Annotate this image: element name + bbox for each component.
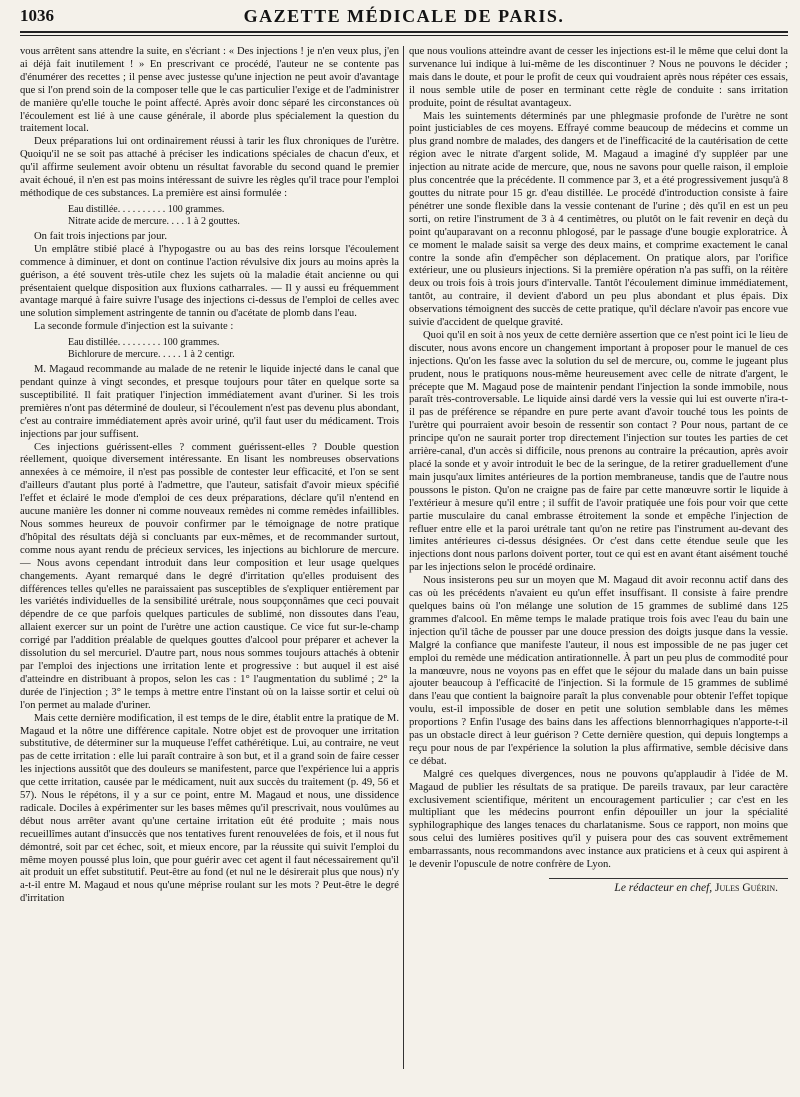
header-rule <box>20 31 788 33</box>
formula-block <box>68 337 399 361</box>
signature-name: Jules Guérin. <box>715 882 778 894</box>
paragraph: Mais cette dernière modification, il est temps de le dire, établit entre la pratique de M. Magaud et la nôtre une différence capitale. Notre objet est de provoquer une irritation substitutive, de déterminer sur la muqueuse l'effet cathérétique. Lui, au contraire, ne veut pas de cette irritation : elle lui paraît contraire à son but, et il a grand soin de faire cesser les injections aussitôt que des douleurs se manifestent, parce que l'expérience lui a appris que cette irritation, causée par le médicament, nuit aux succès du traitement (p. 49, 56 et 57). Nous le répétons, il y a sur ce point, entre M. Magaud et nous, une dissidence radicale. Dociles à expérimenter sur les bases mêmes qu'il prescrivait, nous voulûmes au début nous arrêter avant qu'une certaine irritation eût été produite ; mais nous recueillîmes autant d'insuccès que nos tentatives furent renouvelées de fois, et il nous fut démontré, soit par cet échec, soit, et mieux encore, par la réussite qui suivit l'emploi du même moyen poussé plus loin, que pour guérir avec cet agent il faut nécessairement qu'il ait produit un effet substitutif. Peut-être au fond (et nul ne le désirerait plus que nous) n'y a-t-il entre M. Magaud et nous qu'une méprise roulant sur les mots ? Peut-être le degré d'irritation <box>20 712 399 905</box>
signature-rule <box>549 878 788 879</box>
paragraph: Ces injections guérissent-elles ? comment guérissent-elles ? Double question réellement, quoique diversement intéressante. En lisant les nombreuses observations annexées à ce mémoire, il n'est pas possible de contester leur efficacité, et l'on se sent d'ailleurs d'autant plus porté à l'admettre, que l'auteur, satisfait d'avoir mieux spécifié l'effet et éclairé le mode d'emploi de ces deux préparations, déclare qu'il n'entend en aucune manière les donner ni comme nouveaux remèdes ni comme remèdes infaillibles. Nous sommes heureux de pouvoir confirmer par le témoignage de notre pratique d'hôpital des résultats déjà si concluants par eux-mêmes, et de recommander surtout, comme nous ayant rendu de précieux services, les injections au bichlorure de mercure. — Nous avons cependant introduit dans leur composition et leur usage quelques changements. Ayant remarqué dans le degré d'irritation qu'elles produisent des différences telles qu'elles ne paraissaient pas susceptibles de s'expliquer entièrement par les variétés individuelles de la sensibilité urétrale, nous soupçonnâmes que ceci pouvait dépendre de ce que parfois quelques particules de sublimé, non dissoutes dans l'eau, allaient exercer sur un point de l'urètre une action caustique. Ce vice fut sur-le-champ corrigé par l'addition préalable de quelques gouttes d'alcool pour préparer et achever la dissolution du sel mercuriel. D'autre part, nous nous sommes toujours attachés à obtenir par l'emploi des injections une irritation lente et progressive : but auquel il est aisé d'atteindre en distribuant à propos, selon les cas : 1° l'augmentation du sublimé ; 2° la durée de l'injection ; 3° le temps à mettre entre l'instant où on la laisse sortir et celui où l'on permet au malade d'uriner. <box>20 441 399 711</box>
paragraph: Deux préparations lui ont ordinairement réussi à tarir les flux chroniques de l'urètre. Quoiqu'il ne se soit pas attaché à préciser les indications spéciales de chacun d'eux, et qu'il affirme seulement avoir obtenu un résultat favorable du second quand le premier avait échoué, il n'en est pas moins intéressant de suivre les règles qu'il trace pour l'emploi méthodique de ces substances. La première est ainsi formulée : <box>20 136 399 199</box>
left-column <box>20 46 399 906</box>
paragraph: Nous insisterons peu sur un moyen que M. Magaud dit avoir reconnu actif dans des cas où les précédents n'avaient eu qu'un effet insuffisant. Il consiste à faire prendre quelques bains où l'on mélange une solution de 15 grammes de sublimé dans 125 grammes d'alcool. En même temps le malade pratique trois fois avec l'eau du bain une injection qu'il tâche de pousser par une douce pression des doigts jusque dans la vessie. Malgré la confiance que manifeste l'auteur, il nous est impossible de ne pas juger cet emploi du remède une médication antirationnelle. À part un peu plus de commodité pour la manœuvre, nous ne voyons pas en effet que le séjour du malade dans un bain puisse ajouter beaucoup à l'efficacité de l'injection. Si la formule de 15 grammes de sublimé dans l'eau que contient la baignoire paraît la plus convenable pour obtenir l'effet topique voulu, est-il impossible de doser en petit une solution semblable dans les mêmes proportions ? Enfin l'usage des bains dans les affections blennorrhagiques n'apporte-t-il pas un obstacle direct à leur guérison ? Cette dernière question, qui depuis longtemps a reçu pour nous de par l'expérience la solution la plus affirmative, semble décisive dans ce débat. <box>409 575 788 767</box>
article-columns <box>20 46 788 1089</box>
journal-title: GAZETTE MÉDICALE DE PARIS. <box>243 6 565 26</box>
paragraph: On fait trois injections par jour. <box>34 230 167 242</box>
header-rule-thin <box>20 35 788 36</box>
formula-line: Nitrate acide de mercure. . . . 1 à 2 gouttes. <box>68 215 240 227</box>
right-column <box>409 46 788 895</box>
formula-line: Eau distillée. . . . . . . . . . 100 grammes. <box>68 203 225 215</box>
paragraph: Quoi qu'il en soit à nos yeux de cette dernière assertion que ce n'est point ici le lieu de discuter, nous avons encore un changement important à proposer pour le manuel de ces injections. Qu'on les fasse avec la solution du sel de mercure, ou, comme le jugeant plus prudent, nous le pratiquons nous-même heureusement avec celle de nitrate d'argent, le précepte que M. Magaud pose de maintenir pendant l'injection la sonde immobile, nous paraît très-controversable. Le liquide ainsi dardé vers la vessie qui lui est ouverte n'ira-t-il pas de préférence se répandre en pure perte avant d'avoir touché tous les points de l'urètre qui pourraient avoir besoin de ressentir son contact ? Pour nous, partant de ce principe qu'on ne saurait porter trop directement l'injection sur toutes les parties de cet arrière-canal, d'un accès si difficile, nous prenons au contraire la précaution, après avoir placé la sonde et y avoir introduit le bec de la seringue, de la retirer graduellement d'une main jusqu'aux limites antérieures de la portion membraneuse, tandis que de l'autre nous poussons le piston. Qu'on ne craigne pas de faire par cette manœuvre sortir le liquide à l'extérieur à mesure qu'il entre ; il suffit de l'avoir pratiquée une fois pour voir que cette partie musculaire du canal embrasse étroitement la sonde et empêche l'injection de refluer entre elle et la paroi urétrale tant qu'on ne retire pas l'instrument au-devant des limites antérieures ci-dessus désignées. Or c'est dans cette étendue seule que les injections dont nous parlons doivent porter, tout ce qui est en avant étant aisément touché par les injections selon le procédé ordinaire. <box>409 329 788 574</box>
signature <box>409 882 788 895</box>
paragraph: Un emplâtre stibié placé à l'hypogastre ou au bas des reins lorsque l'écoulement commence à diminuer, et dont on continue l'action révulsive dix jours au moins après la guérison, a été souvent très-utile chez les sujets où la maladie était ancienne ou qui présentaient quelque disposition aux fluxions catharrales. — Il y aussi eu fréquemment avantage marqué à faire suivre l'usage des injections ci-dessus de l'emploi de celles avec une solution simplement astringente de tannin ou d'acétate de plomb dans l'eau. <box>20 243 399 320</box>
formula-block <box>68 204 399 228</box>
paragraph: M. Magaud recommande au malade de ne retenir le liquide injecté dans le canal que pendant quinze à vingt secondes, et presque toujours pour tâter en quelque sorte sa susceptibilité. Il fait pratiquer l'injection immédiatement avant d'uriner. Si les trois premières n'ont pas déterminé de douleur, si l'écoulement n'est pas devenu plus abondant, c'est au contraire immédiatement après avoir uriné, qu'il faut user du médicament. Trois injections par jour suffisent. <box>20 364 399 440</box>
paragraph: vous arrêtent sans attendre la suite, en s'écriant : « Des injections ! je n'en veux plus, j'en ai déjà fait inutilement ! » En prescrivant ce procédé, l'auteur ne se contente pas d'énumérer des recettes ; il pense avec justesse qu'une injection ne peut avoir d'avantage que si l'on prend soin de la composer telle que le cas particulier l'exige et de l'administrer de manière qu'elle touche le point affecté. Après avoir donc séparé les circonstances où l'écoulement est lié à une cause générale, il aborde plus spécialement la question du traitement local. <box>20 46 399 135</box>
formula-line: Eau distillée. . . . . . . . . 100 grammes. <box>68 337 220 349</box>
paragraph: Mais les suintements déterminés par une phlegmasie profonde de l'urètre ne sont point justiciables de ces moyens. Effrayé comme beaucoup de médecins et comme un plus grand nombre de malades, des dangers et de l'inefficacité de la cautérisation de cette région avec le nitrate d'argent solide, M. Magaud a imaginé d'y suppléer par une injection au nitrate acide de mercure, que, nous ne savons pour quelle raison, il emploie plus concentrée que la précédente. Il commence par 3, et a été progressivement jusqu'à 8 gouttes du nitrate pour 15 gr. d'eau distillée. Le procédé d'introduction consiste à faire pénétrer une sonde flexible dans la vessie contenant de l'urine ; dès qu'il en est un peu sorti, on retire l'instrument de 3 à 4 centimètres, ou plutôt on le fait revenir en deçà du point qu'auparavant on a reconnu phlogosé, par le passage d'une bougie exploratrice. À ce moment le malade saisit sa verge des deux mains, et comprime exactement le canal contre la sonde afin d'empêcher son déplacement. On pratique alors, par l'orifice extérieur, une ou plusieurs injections. Si la première opération n'a pas suffi, on la réitère deux ou trois fois à trois jours d'intervalle. Tantôt l'écoulement diminue immédiatement, tantôt, au contraire, il devient d'abord un peu plus abondant et plus épais. Dix observations témoignent des succès de cette pratique, qu'il déclare n'avoir pas encore vue suivie d'accident de quelque gravité. <box>409 110 788 329</box>
page-header <box>20 6 788 28</box>
formula-line: Bichlorure de mercure. . . . . 1 à 2 centigr. <box>68 349 235 361</box>
paragraph: La seconde formule d'injection est la suivante : <box>34 321 234 333</box>
page-number: 1036 <box>20 6 54 25</box>
paragraph: que nous voulions atteindre avant de cesser les injections est-il le même que celui dont la survenance lui indique à lui-même de les discontinuer ? Nous ne pouvons le décider ; mais dans le doute, et pour le profit de ceux qui voudraient après nous répéter ces essais, il nous semble utile de poser en terminant cette règle de conduite : sans irritation produite, point de résultat avantageux. <box>409 46 788 109</box>
signature-role: Le rédacteur en chef, <box>614 882 713 894</box>
column-divider <box>403 46 404 1069</box>
paragraph: Malgré ces quelques divergences, nous ne pouvons qu'applaudir à l'idée de M. Magaud de publier les résultats de sa pratique. De pareils travaux, par leur caractère exclusivement scientifique, méritent un encouragement particulier ; car c'est en les multipliant que les médecins pourront enfin dépouiller un jour la spécialité syphilographique des langes tenaces du charlatanisme. Sous ce rapport, non moins que sous celui des lumières positives qu'il y puisera pour des cas souvent extrêmement embarrassants, nous recommandons avec instance aux praticiens et à ceux qui aspirent à le devenir l'opuscule de notre confrère de Lyon. <box>409 768 788 871</box>
